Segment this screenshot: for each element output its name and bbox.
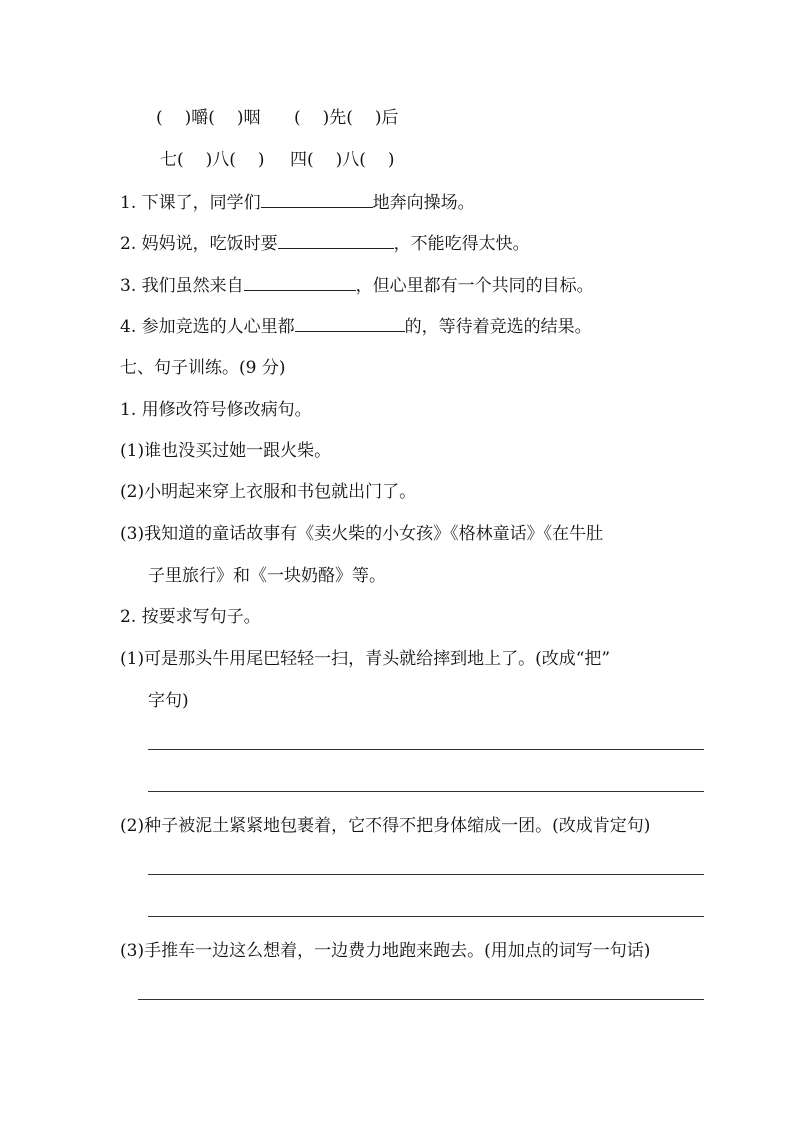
idiom-item <box>294 107 399 129</box>
question-1: 1. 用修改符号修改病句。 <box>120 400 312 420</box>
fill-item-4 <box>120 315 592 338</box>
q1-item-3-cont: 子里旅行》和《一块奶酪》等。 <box>148 566 386 586</box>
answer-line[interactable] <box>148 874 704 875</box>
idiom-item <box>160 149 265 171</box>
item-text: 我们虽然来自 <box>141 276 244 296</box>
idiom-row-1 <box>156 107 419 129</box>
q2-item-2: (2)种子被泥土紧紧地包裹着，它不得不把身体缩成一团。(改成肯定句) <box>120 816 651 836</box>
item-text: 下课了，同学们 <box>141 193 261 213</box>
idiom-part: )嚼( <box>184 108 215 128</box>
item-number: 1. <box>120 193 137 213</box>
item-text: 妈妈说，吃饭时要 <box>141 234 278 254</box>
idiom-part: ) <box>387 150 395 170</box>
item-number: 3. <box>120 276 137 296</box>
q2-item-1: (1)可是那头牛用尾巴轻轻一扫，青头就给摔到地上了。(改成“把” <box>120 649 611 669</box>
answer-line[interactable] <box>148 791 704 792</box>
fill-item-2 <box>120 232 530 255</box>
q1-item-2: (2)小明起来穿上衣服和书包就出门了。 <box>120 482 417 502</box>
q2-item-3: (3)手推车一边这么想着，一边费力地跑来跑去。(用加点的词写一句话) <box>120 941 651 961</box>
idiom-part: 四( <box>289 150 314 170</box>
answer-line[interactable] <box>138 999 704 1000</box>
answer-blank[interactable] <box>278 232 394 249</box>
idiom-part: )咽 <box>236 108 261 128</box>
q1-item-3: (3)我知道的童话故事有《卖火柴的小女孩》《格林童话》《在牛肚 <box>120 524 604 544</box>
idiom-part: )后 <box>374 108 399 128</box>
section-title: 七、句子训练。(9 分) <box>120 358 286 378</box>
item-number: 2. <box>120 234 137 254</box>
fill-item-3 <box>120 274 594 297</box>
item-text: 地奔向操场。 <box>372 193 475 213</box>
item-number: 4. <box>120 317 137 337</box>
answer-blank[interactable] <box>244 274 356 291</box>
idiom-part: ( <box>293 108 301 128</box>
fill-item-1 <box>120 191 475 214</box>
idiom-part: )八( <box>335 150 366 170</box>
q1-item-1: (1)谁也没买过她一跟火柴。 <box>120 441 332 461</box>
q2-item-1-cont: 字句) <box>148 691 189 711</box>
idiom-part: )先( <box>322 108 353 128</box>
answer-line[interactable] <box>148 749 704 750</box>
answer-line[interactable] <box>148 916 704 917</box>
answer-blank[interactable] <box>261 191 373 208</box>
idiom-part: 七( <box>160 150 184 170</box>
item-text: ，不能吃得太快。 <box>393 234 530 254</box>
idiom-row-2 <box>160 149 415 171</box>
idiom-part: ) <box>257 150 265 170</box>
idiom-part: ( <box>156 108 163 128</box>
answer-blank[interactable] <box>295 315 405 332</box>
question-2: 2. 按要求写句子。 <box>120 607 261 627</box>
idiom-item <box>156 107 261 129</box>
idiom-part: )八( <box>205 150 236 170</box>
item-text: 的，等待着竞选的结果。 <box>404 317 592 337</box>
idiom-item <box>290 149 395 171</box>
item-text: ，但心里都有一个共同的目标。 <box>355 276 594 296</box>
item-text: 参加竞选的人心里都 <box>141 317 295 337</box>
